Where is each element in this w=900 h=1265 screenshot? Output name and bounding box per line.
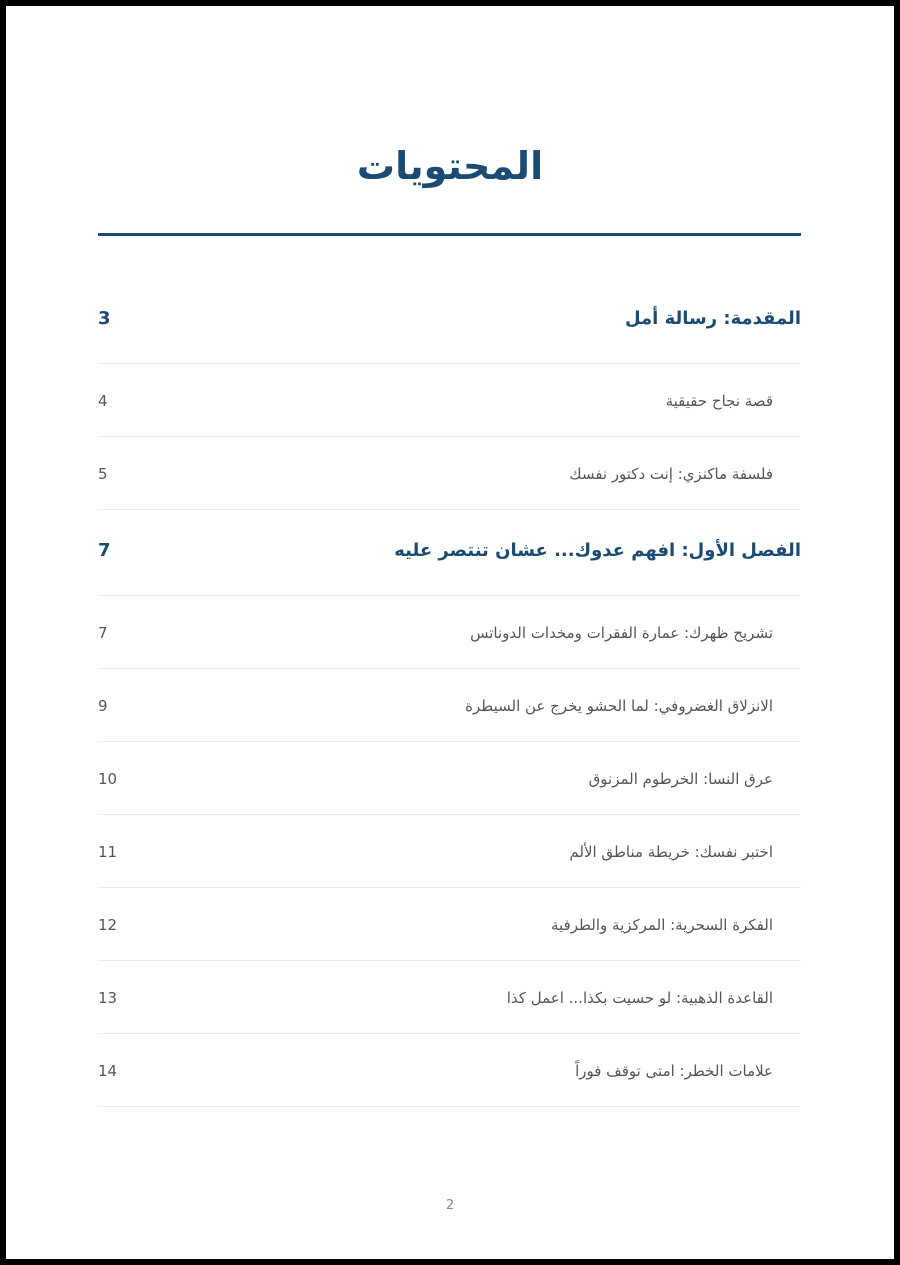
- page-title: المحتويات: [356, 144, 544, 188]
- toc-entry-page: 10: [98, 770, 118, 788]
- toc-entry-page: 4: [98, 392, 108, 410]
- toc-entry-section[interactable]: [98, 1034, 801, 1107]
- toc-entry-page: 3: [98, 308, 111, 329]
- toc-entry-title: فلسفة ماكنزي: إنت دكتور نفسك: [569, 465, 773, 483]
- toc-entry-section[interactable]: [98, 888, 801, 961]
- toc-entry-section[interactable]: [98, 742, 801, 815]
- toc-entry-page: 5: [98, 465, 108, 483]
- toc-entry-title: تشريح ظهرك: عمارة الفقرات ومخدات الدوناتس: [470, 624, 773, 642]
- toc-entry-title: الفكرة السحرية: المركزية والطرفية: [550, 916, 773, 934]
- title-divider: [98, 233, 801, 236]
- toc-entry-page: 7: [98, 540, 111, 561]
- toc-entry-title: الفصل الأول: افهم عدوك... عشان تنتصر عليه: [394, 540, 801, 561]
- page-number: 2: [445, 1198, 455, 1213]
- toc-entry-chapter[interactable]: [98, 510, 801, 596]
- toc-entry-page: 14: [98, 1062, 118, 1080]
- toc-entry-page: 7: [98, 624, 108, 642]
- toc-entry-section[interactable]: [98, 437, 801, 510]
- toc-entry-page: 9: [98, 697, 108, 715]
- toc-entry-section[interactable]: [98, 596, 801, 669]
- toc-entry-section[interactable]: [98, 364, 801, 437]
- toc-entry-page: 13: [98, 989, 118, 1007]
- toc-entry-title: الانزلاق الغضروفي: لما الحشو يخرج عن السيطرة: [465, 697, 773, 715]
- document-page: [6, 6, 894, 1259]
- toc-entry-title: عرق النسا: الخرطوم المزنوق: [588, 770, 773, 788]
- toc-entry-title: علامات الخطر: امتى توقف فوراً: [575, 1062, 773, 1080]
- toc-entry-page: 12: [98, 916, 118, 934]
- toc-entry-chapter[interactable]: [98, 278, 801, 364]
- table-of-contents: [98, 278, 801, 1107]
- toc-entry-title: اختبر نفسك: خريطة مناطق الألم: [569, 843, 773, 861]
- toc-entry-title: المقدمة: رسالة أمل: [624, 308, 801, 329]
- toc-entry-title: القاعدة الذهبية: لو حسيت بكذا... اعمل كذا: [506, 989, 773, 1007]
- toc-entry-section[interactable]: [98, 815, 801, 888]
- toc-entry-title: قصة نجاح حقيقية: [665, 392, 773, 410]
- toc-entry-section[interactable]: [98, 961, 801, 1034]
- toc-entry-page: 11: [98, 843, 118, 861]
- toc-entry-section[interactable]: [98, 669, 801, 742]
